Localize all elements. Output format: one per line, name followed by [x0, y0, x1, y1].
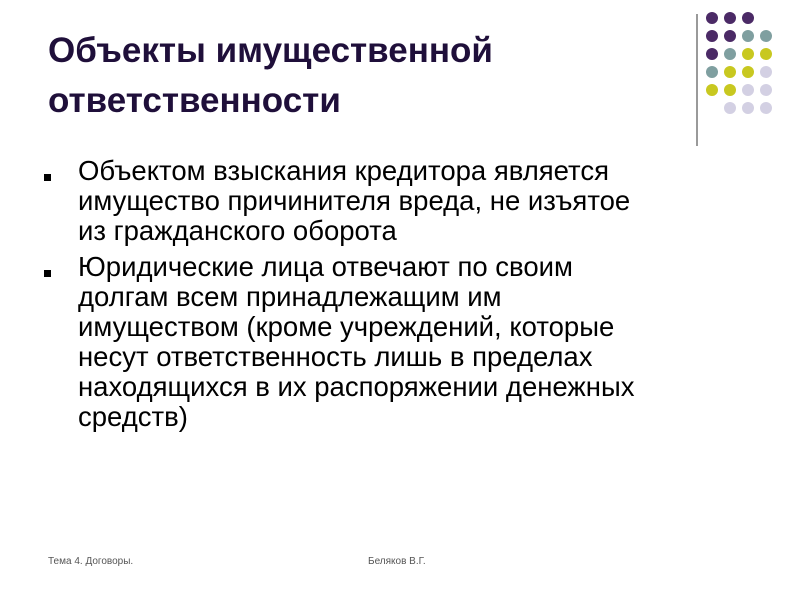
- footer-author: Беляков В.Г.: [368, 556, 426, 567]
- slide-title: [48, 26, 668, 126]
- bullet-1-line-2: имущество причинителя вреда, не изъятое: [78, 185, 631, 216]
- decorative-dot: [760, 66, 772, 78]
- bullet-2-line-4: несут ответственность лишь в пределах: [78, 341, 593, 372]
- title-line-1: Объекты имущественной: [48, 31, 493, 70]
- decorative-dot: [742, 12, 754, 24]
- decorative-dot: [742, 84, 754, 96]
- decorative-dot: [724, 30, 736, 42]
- footer-topic: Тема 4. Договоры.: [48, 556, 134, 567]
- decorative-dot: [724, 66, 736, 78]
- decorative-dot: [706, 66, 718, 78]
- decorative-dot: [760, 48, 772, 60]
- decorative-dot: [706, 30, 718, 42]
- bullet-text-2: [78, 252, 760, 432]
- bullet-2-line-3: имуществом (кроме учреждений, которые: [78, 311, 615, 342]
- decorative-dot: [760, 30, 772, 42]
- decorative-dot: [706, 84, 718, 96]
- bullet-square-icon: [44, 270, 51, 277]
- bullet-item-1: [40, 156, 760, 246]
- decorative-dot: [706, 12, 718, 24]
- bullet-1-line-3: из гражданского оборота: [78, 215, 397, 246]
- bullet-text-1: [78, 156, 760, 246]
- decorative-dot: [706, 48, 718, 60]
- decorative-dot: [760, 84, 772, 96]
- decorative-dot: [724, 84, 736, 96]
- title-line-2: ответственности: [48, 81, 341, 120]
- decorative-dot-grid: [702, 12, 782, 132]
- bullet-2-line-1: Юридические лица отвечают по своим: [78, 251, 573, 282]
- decorative-dot: [724, 48, 736, 60]
- bullet-item-2: [40, 252, 760, 432]
- bullet-1-line-1: Объектом взыскания кредитора является: [78, 155, 609, 186]
- decorative-dot: [724, 12, 736, 24]
- decorative-dot: [760, 102, 772, 114]
- decorative-dot: [742, 102, 754, 114]
- decorative-dot: [742, 66, 754, 78]
- bullet-square-icon: [44, 174, 51, 181]
- decorative-dot: [724, 102, 736, 114]
- divider-line: [696, 14, 698, 146]
- bullet-2-line-2: долгам всем принадлежащим им: [78, 281, 502, 312]
- bullet-2-line-5: находящихся в их распоряжении денежных: [78, 371, 635, 402]
- decorative-dot: [742, 48, 754, 60]
- bullet-list: [40, 156, 760, 438]
- bullet-2-line-6: средств): [78, 401, 188, 432]
- decorative-dot: [742, 30, 754, 42]
